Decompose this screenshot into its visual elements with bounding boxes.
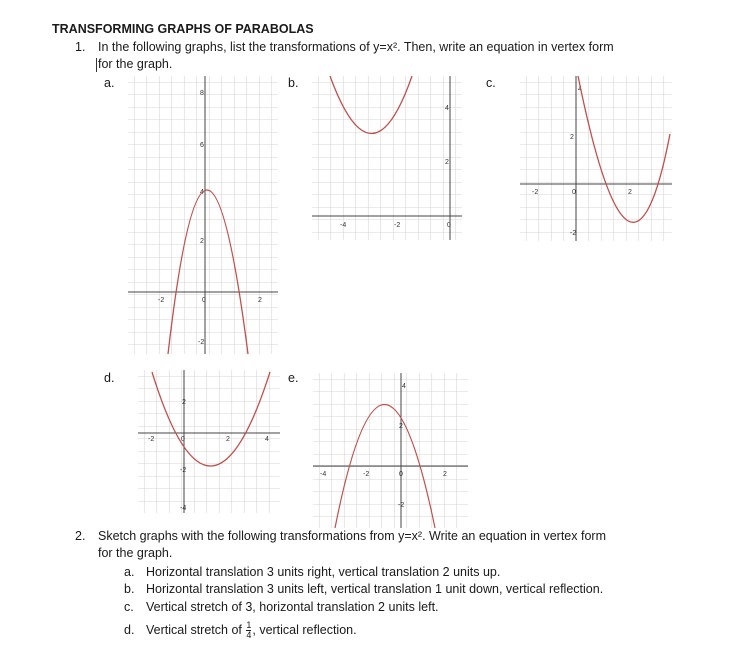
graph-d [138, 370, 280, 513]
graph-c-label: c. [486, 76, 496, 90]
question-2d-text [146, 615, 357, 645]
graph-a [128, 76, 278, 354]
question-2d-text-before: Vertical stretch of [146, 623, 242, 637]
graph-d-parabola [152, 372, 270, 466]
graph-a-tick-y-8: 8 [200, 90, 204, 97]
graph-e-tick-y-2: 2 [399, 423, 403, 430]
question-2d-text-after: , vertical reflection. [252, 623, 357, 637]
question-2-line-2: for the graph. [98, 546, 173, 560]
graph-e-tick-x-0: 0 [399, 471, 403, 478]
graph-b-tick-y-2: 2 [445, 159, 449, 166]
question-2-number: 2. [75, 529, 86, 543]
graph-d-tick-x-neg2: -2 [148, 436, 155, 443]
question-1-line-1: In the following graphs, list the transformations of y=x². Then, write an equation in vertex form [98, 40, 614, 54]
graph-c-tick-y-2: 2 [570, 134, 574, 141]
graph-e-tick-x-2: 2 [443, 471, 447, 478]
graph-a-tick-y-4: 4 [200, 189, 204, 196]
question-2a-letter: a. [124, 565, 135, 579]
question-2c-letter: c. [124, 600, 134, 614]
question-1-number: 1. [75, 40, 86, 54]
graph-c-tick-y-4: 4 [578, 86, 582, 93]
graph-a-tick-y-neg2: -2 [198, 339, 205, 346]
graph-b-tick-x-neg4: -4 [340, 222, 347, 229]
question-2d-letter: d. [124, 623, 135, 637]
graph-a-tick-y-2: 2 [200, 238, 204, 245]
question-2b-text: Horizontal translation 3 units left, vertical translation 1 unit down, vertical reflection. [146, 582, 604, 596]
graph-e-label: e. [288, 371, 299, 385]
graph-d-tick-x-4: 4 [265, 436, 269, 443]
graph-e-tick-y-neg2: -2 [398, 502, 405, 509]
fraction-denominator: 4 [246, 630, 252, 641]
graph-a-tick-y-6: 6 [200, 142, 204, 149]
fraction-one-quarter [246, 621, 251, 640]
graph-c [520, 76, 672, 241]
graph-e [313, 373, 468, 528]
question-1-line-2: for the graph. [98, 57, 173, 71]
graph-b-label: b. [288, 76, 299, 90]
graph-d-tick-y-neg2: -2 [180, 467, 187, 474]
question-2c-text: Vertical stretch of 3, horizontal translation 2 units left. [146, 600, 439, 614]
graph-a-parabola [168, 190, 248, 354]
graph-b-parabola [330, 76, 412, 134]
graph-a-label: a. [104, 76, 115, 90]
graph-e-tick-y-4: 4 [402, 383, 406, 390]
graph-a-tick-x-neg2: -2 [158, 297, 165, 304]
graph-d-label: d. [104, 371, 115, 385]
fraction-numerator: 1 [246, 620, 252, 631]
text-cursor [96, 58, 97, 72]
graph-b-tick-y-4: 4 [445, 105, 449, 112]
graph-d-tick-x-2: 2 [226, 436, 230, 443]
question-2-line-1: Sketch graphs with the following transformations from y=x². Write an equation in vertex form [98, 529, 606, 543]
graph-c-tick-x-neg2: -2 [532, 189, 539, 196]
graph-a-tick-x-0: 0 [202, 297, 206, 304]
graph-b-tick-x-0: 0 [447, 222, 451, 229]
graph-e-tick-x-neg4: -4 [320, 471, 327, 478]
graph-b-tick-x-neg2: -2 [394, 222, 401, 229]
graph-a-tick-x-2: 2 [258, 297, 262, 304]
graph-e-tick-x-neg2: -2 [363, 471, 370, 478]
graph-c-tick-y-neg2: -2 [570, 230, 577, 237]
graph-d-tick-x-0: 0 [181, 436, 185, 443]
graph-c-tick-x-2: 2 [628, 189, 632, 196]
graph-b [312, 76, 462, 240]
question-2b-letter: b. [124, 582, 135, 596]
page-title: TRANSFORMING GRAPHS OF PARABOLAS [52, 22, 314, 36]
graph-d-tick-y-neg4: -4 [180, 505, 187, 512]
question-2a-text: Horizontal translation 3 units right, vertical translation 2 units up. [146, 565, 501, 579]
graph-d-tick-y-2: 2 [182, 399, 186, 406]
graph-c-tick-x-0: 0 [572, 189, 576, 196]
graph-c-parabola [578, 76, 670, 222]
